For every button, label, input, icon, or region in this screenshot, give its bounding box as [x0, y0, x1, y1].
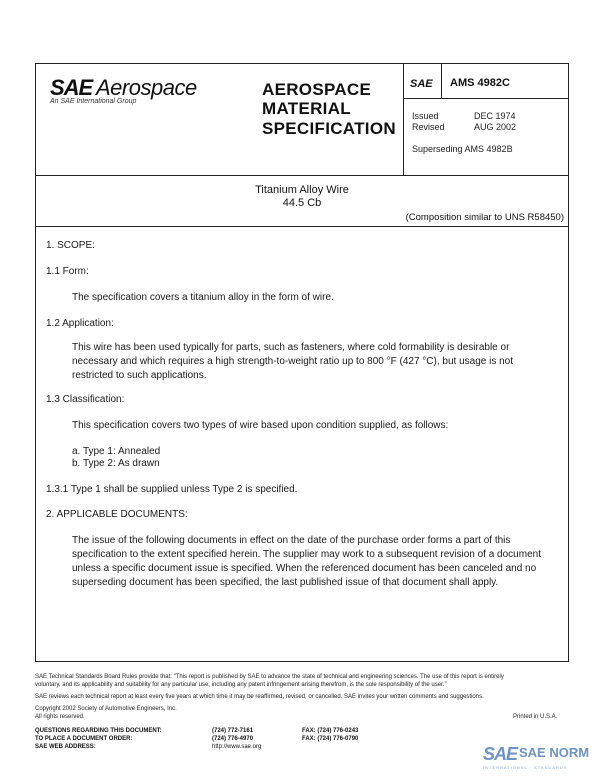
doc-subtitle: 44.5 Cb — [282, 197, 322, 209]
section-1-3-1-text: 1.3.1 Type 1 shall be supplied unless Type 2 is specified. — [46, 484, 298, 495]
section-1-3-heading: 1.3 Classification: — [46, 394, 125, 405]
composition-note: (Composition similar to UNS R58450) — [405, 212, 564, 223]
type-2-item: b. Type 2: As drawn — [72, 458, 160, 469]
footer-questions-fax: FAX: (724) 776-0243 — [302, 728, 359, 734]
sae-norm-logo-icon: SAE — [483, 744, 518, 764]
footer-review: SAE reviews each technical report at least every five years at which time it may be reaffirmed, revised, or cancelled. SAE invites your written comments and suggestions. — [35, 694, 484, 700]
title-line-3: SPECIFICATION — [262, 119, 396, 138]
footer-questions-label: QUESTIONS REGARDING THIS DOCUMENT: — [35, 728, 162, 734]
footer-rules-1: SAE Technical Standards Board Rules provide that: "This report is published by SAE to advance the state of technical and engineering sciences. The use of this report is entirely — [35, 674, 504, 680]
header-divider-h — [403, 98, 569, 99]
section-2-text: The issue of the following documents in effect on the date of the purchase order forms a part of this specification to the extent specified herein. The supplier may work to a subsequent revision of a document unless a specific document issue is specified. When the referenced document has been canceled and no superseding document has been specified, the last published issue of that document shall apply. — [72, 535, 541, 588]
title-line-2: MATERIAL — [262, 99, 351, 118]
section-1-3-text: This specification covers two types of wire based upon condition supplied, as follows: — [72, 420, 449, 431]
issued-date: DEC 1974 — [474, 111, 516, 121]
ams-number: AMS 4982C — [450, 77, 510, 89]
footer-questions-phone: (724) 772-7161 — [212, 728, 254, 734]
section-1-1-heading: 1.1 Form: — [46, 266, 89, 277]
footer-web-label: SAE WEB ADDRESS: — [35, 744, 96, 750]
section-1-2-text: This wire has been used typically for parts, such as fasteners, where cold formability is desirable or necessary and which requires a high strength-to-weight ratio up to 800 °F (427 °C), but usage is not restricted to such applications. — [72, 342, 514, 381]
title-line-1: AEROSPACE — [262, 80, 372, 99]
superseding-note: Superseding AMS 4982B — [412, 144, 513, 154]
revised-label: Revised — [412, 122, 445, 132]
revised-date: AUG 2002 — [474, 122, 517, 132]
section-1-heading: 1. SCOPE: — [46, 240, 95, 251]
sae-logo: SAE — [50, 75, 93, 100]
issued-label: Issued — [412, 111, 439, 121]
title-divider — [35, 226, 569, 227]
footer-rules-2: voluntary, and its applicability and suitability for any particular use, including any patent infringement arising therefrom, is the sole responsibility of the user." — [35, 682, 447, 688]
footer-order-phone: (724) 776-4970 — [212, 736, 254, 742]
footer-printed: Printed in U.S.A. — [513, 714, 558, 720]
section-2-heading: 2. APPLICABLE DOCUMENTS: — [46, 509, 188, 520]
sae-norm-subtitle: INTERNATIONAL · STANDARDS — [483, 765, 568, 770]
aerospace-logo-text: Aerospace — [96, 75, 197, 100]
type-1-item: a. Type 1: Annealed — [72, 446, 161, 457]
header-divider-small — [441, 63, 442, 99]
footer-copyright: Copyright 2002 Society of Automotive Engineers, Inc. — [35, 706, 177, 712]
footer-order-label: TO PLACE A DOCUMENT ORDER: — [35, 736, 133, 742]
section-1-2-heading: 1.2 Application: — [46, 318, 114, 329]
footer-order-fax: FAX: (724) 776-0790 — [302, 736, 359, 742]
section-1-1-text: The specification covers a titanium alloy in the form of wire. — [72, 292, 334, 303]
footer-rights: All rights reserved. — [35, 714, 85, 720]
sae-norm-text: SAE NORM — [519, 745, 590, 760]
footer-web-url[interactable]: http://www.sae.org — [212, 744, 262, 750]
header-divider — [403, 63, 404, 176]
logo-subtitle: An SAE International Group — [50, 98, 137, 105]
doc-title: Titanium Alloy Wire — [255, 184, 349, 196]
sae-small-logo: SAE — [410, 78, 433, 90]
